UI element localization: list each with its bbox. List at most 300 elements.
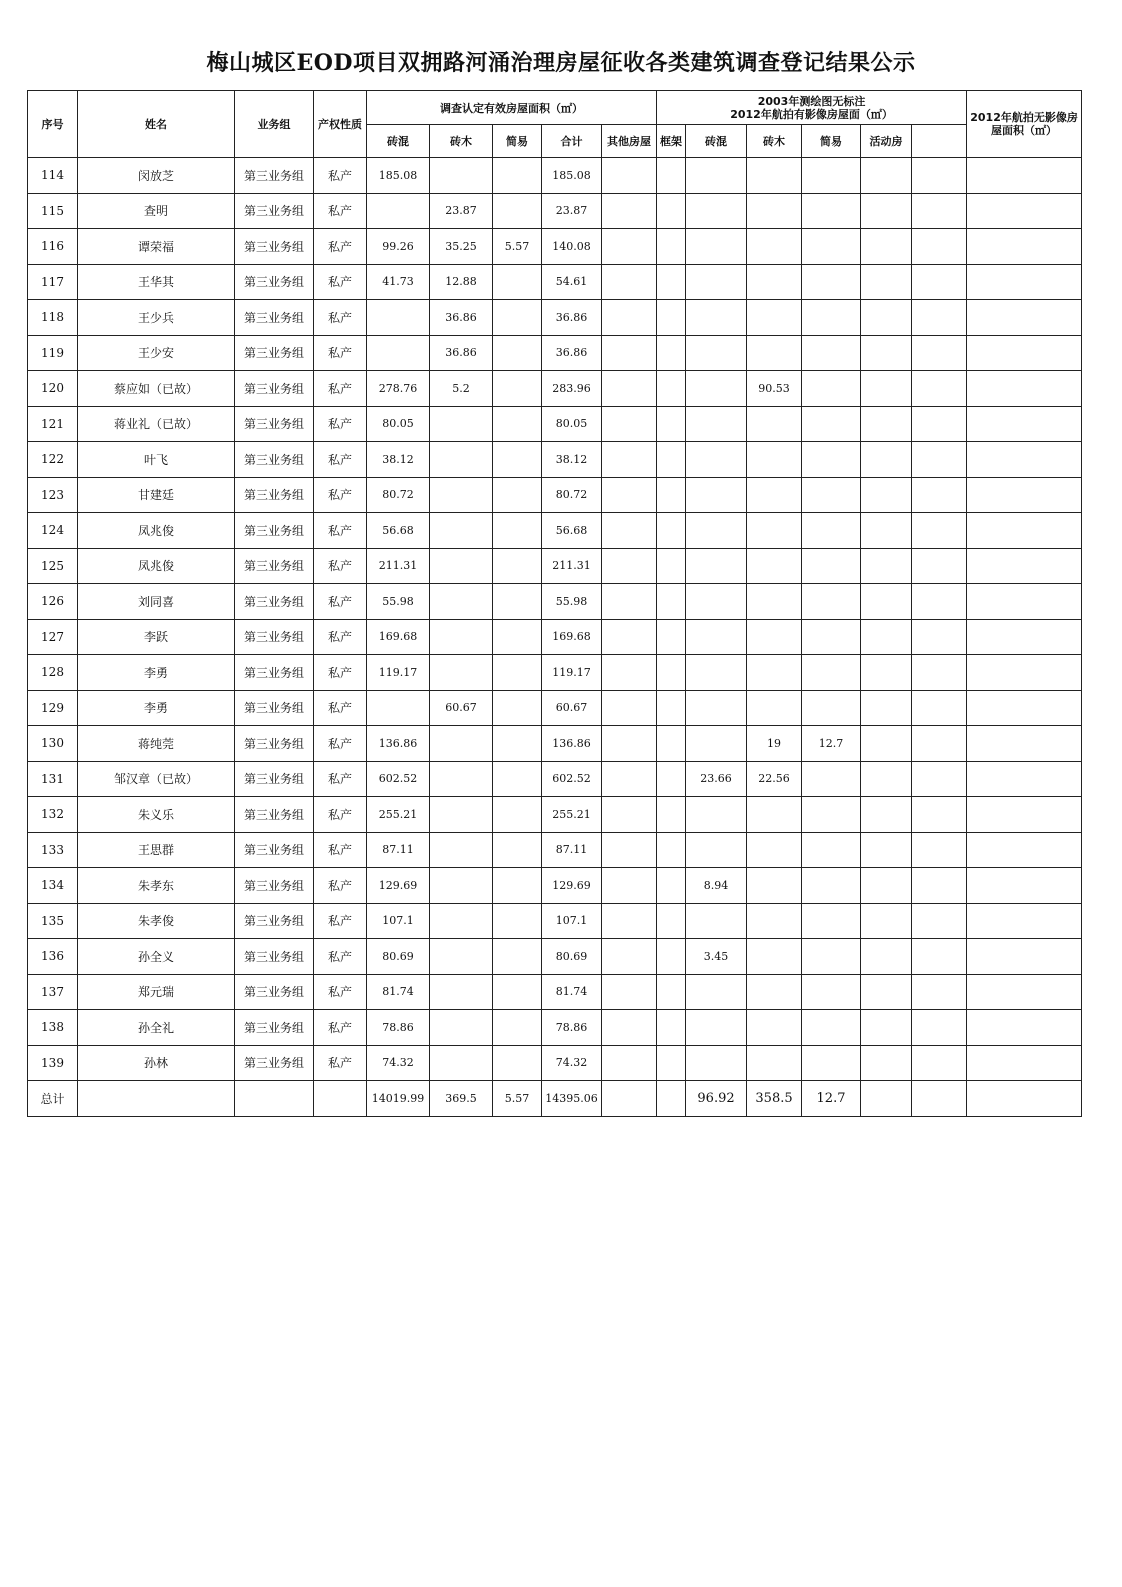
cell-empty (861, 1081, 912, 1117)
total-simple: 5.57 (493, 1081, 542, 1117)
cell-name: 蒋纯莞 (78, 726, 235, 762)
table-row (28, 548, 1082, 584)
cell-2012-no-image (912, 193, 967, 229)
cell-simple-2003 (802, 1045, 861, 1081)
cell-frame (657, 229, 686, 265)
cell-frame (657, 158, 686, 194)
cell-group: 第三业务组 (235, 264, 314, 300)
cell-group: 第三业务组 (235, 761, 314, 797)
cell-seq: 121 (28, 406, 78, 442)
col-header-simple: 简易 (493, 125, 542, 158)
cell-simple (493, 655, 542, 691)
cell-mobile (861, 300, 912, 336)
cell-property: 私产 (314, 903, 367, 939)
cell-brick-concrete-2003: 3.45 (686, 939, 747, 975)
cell-subtotal: 87.11 (542, 832, 602, 868)
cell-brick-concrete-2003 (686, 797, 747, 833)
cell-subtotal: 185.08 (542, 158, 602, 194)
cell-brick-wood (430, 158, 493, 194)
cell-other (602, 158, 657, 194)
cell-simple-2003 (802, 371, 861, 407)
table-row (28, 158, 1082, 194)
cell-empty (78, 1081, 235, 1117)
cell-frame (657, 406, 686, 442)
cell-brick-concrete-2003 (686, 974, 747, 1010)
cell-seq: 125 (28, 548, 78, 584)
cell-group: 第三业务组 (235, 1010, 314, 1046)
cell-group: 第三业务组 (235, 655, 314, 691)
cell-mobile (861, 655, 912, 691)
cell-subtotal: 107.1 (542, 903, 602, 939)
cell-brick-concrete: 107.1 (367, 903, 430, 939)
cell-brick-concrete: 255.21 (367, 797, 430, 833)
cell-brick-wood: 12.88 (430, 264, 493, 300)
cell-simple (493, 832, 542, 868)
cell-simple (493, 619, 542, 655)
total-row (28, 1081, 1082, 1117)
cell-simple-2003 (802, 974, 861, 1010)
cell-brick-wood-2003: 90.53 (747, 371, 802, 407)
cell-other (602, 584, 657, 620)
cell-note (967, 335, 1082, 371)
cell-simple-2003 (802, 477, 861, 513)
cell-other (602, 619, 657, 655)
cell-name: 谭荣福 (78, 229, 235, 265)
cell-seq: 134 (28, 868, 78, 904)
cell-other (602, 761, 657, 797)
cell-mobile (861, 513, 912, 549)
cell-group: 第三业务组 (235, 229, 314, 265)
cell-subtotal: 56.68 (542, 513, 602, 549)
cell-brick-wood (430, 513, 493, 549)
cell-seq: 137 (28, 974, 78, 1010)
cell-brick-concrete: 38.12 (367, 442, 430, 478)
cell-2012-no-image (912, 868, 967, 904)
cell-2012-no-image (912, 229, 967, 265)
cell-subtotal: 211.31 (542, 548, 602, 584)
cell-simple (493, 797, 542, 833)
cell-note (967, 655, 1082, 691)
cell-subtotal: 140.08 (542, 229, 602, 265)
cell-property: 私产 (314, 619, 367, 655)
cell-frame (657, 655, 686, 691)
cell-seq: 123 (28, 477, 78, 513)
table-row (28, 939, 1082, 975)
cell-simple-2003 (802, 158, 861, 194)
cell-brick-wood-2003 (747, 300, 802, 336)
col-group-2003-survey (657, 91, 967, 125)
cell-other (602, 974, 657, 1010)
cell-frame (657, 619, 686, 655)
cell-frame (657, 832, 686, 868)
cell-other (602, 406, 657, 442)
cell-group: 第三业务组 (235, 584, 314, 620)
cell-simple (493, 406, 542, 442)
cell-2012-no-image (912, 584, 967, 620)
cell-2012-no-image (912, 832, 967, 868)
cell-note (967, 939, 1082, 975)
cell-frame (657, 1010, 686, 1046)
cell-brick-concrete-2003 (686, 832, 747, 868)
cell-brick-wood (430, 1010, 493, 1046)
cell-simple (493, 726, 542, 762)
cell-name: 王少安 (78, 335, 235, 371)
cell-group: 第三业务组 (235, 513, 314, 549)
cell-subtotal: 169.68 (542, 619, 602, 655)
total-simple-2003: 12.7 (802, 1081, 861, 1117)
cell-brick-concrete-2003 (686, 619, 747, 655)
cell-property: 私产 (314, 193, 367, 229)
cell-name: 凤兆俊 (78, 548, 235, 584)
table-row (28, 335, 1082, 371)
cell-2012-no-image (912, 300, 967, 336)
cell-simple (493, 761, 542, 797)
cell-name: 孙全义 (78, 939, 235, 975)
cell-simple-2003 (802, 619, 861, 655)
col-header-mobile: 活动房 (861, 125, 912, 158)
cell-brick-concrete-2003 (686, 335, 747, 371)
cell-other (602, 868, 657, 904)
cell-simple-2003 (802, 690, 861, 726)
col-header-frame: 框架 (657, 125, 686, 158)
cell-empty (602, 1081, 657, 1117)
cell-simple (493, 371, 542, 407)
cell-group: 第三业务组 (235, 193, 314, 229)
cell-subtotal: 80.69 (542, 939, 602, 975)
cell-seq: 133 (28, 832, 78, 868)
cell-2012-no-image (912, 513, 967, 549)
cell-group: 第三业务组 (235, 690, 314, 726)
cell-frame (657, 868, 686, 904)
cell-simple (493, 1045, 542, 1081)
col-header-seq: 序号 (28, 91, 78, 158)
cell-property: 私产 (314, 335, 367, 371)
table-row (28, 584, 1082, 620)
cell-seq: 136 (28, 939, 78, 975)
cell-name: 孙林 (78, 1045, 235, 1081)
cell-group: 第三业务组 (235, 548, 314, 584)
cell-note (967, 548, 1082, 584)
cell-brick-wood-2003 (747, 690, 802, 726)
cell-brick-wood: 5.2 (430, 371, 493, 407)
cell-name: 蒋业礼（已故） (78, 406, 235, 442)
cell-simple-2003 (802, 406, 861, 442)
table-row (28, 974, 1082, 1010)
cell-other (602, 832, 657, 868)
cell-frame (657, 335, 686, 371)
cell-2012-no-image (912, 1045, 967, 1081)
cell-brick-wood (430, 442, 493, 478)
cell-brick-wood-2003 (747, 832, 802, 868)
cell-mobile (861, 974, 912, 1010)
cell-brick-wood (430, 619, 493, 655)
cell-brick-concrete: 80.05 (367, 406, 430, 442)
cell-seq: 138 (28, 1010, 78, 1046)
cell-brick-wood (430, 1045, 493, 1081)
cell-seq: 120 (28, 371, 78, 407)
cell-other (602, 903, 657, 939)
cell-property: 私产 (314, 974, 367, 1010)
cell-2012-no-image (912, 797, 967, 833)
cell-group: 第三业务组 (235, 726, 314, 762)
cell-simple-2003 (802, 797, 861, 833)
cell-simple-2003 (802, 335, 861, 371)
cell-simple (493, 690, 542, 726)
cell-subtotal: 36.86 (542, 335, 602, 371)
cell-brick-wood (430, 406, 493, 442)
cell-simple-2003 (802, 903, 861, 939)
cell-name: 邹汉章（已故） (78, 761, 235, 797)
cell-group: 第三业务组 (235, 406, 314, 442)
cell-mobile (861, 619, 912, 655)
cell-brick-concrete-2003 (686, 726, 747, 762)
cell-seq: 127 (28, 619, 78, 655)
col-header-other: 其他房屋 (602, 125, 657, 158)
cell-brick-wood-2003 (747, 1045, 802, 1081)
cell-subtotal: 54.61 (542, 264, 602, 300)
cell-brick-wood-2003 (747, 158, 802, 194)
total-brick-wood: 369.5 (430, 1081, 493, 1117)
cell-simple (493, 868, 542, 904)
cell-brick-wood-2003 (747, 1010, 802, 1046)
cell-2012-no-image (912, 158, 967, 194)
cell-brick-wood (430, 726, 493, 762)
cell-subtotal: 23.87 (542, 193, 602, 229)
cell-other (602, 229, 657, 265)
cell-brick-wood-2003 (747, 229, 802, 265)
cell-mobile (861, 761, 912, 797)
cell-brick-concrete: 211.31 (367, 548, 430, 584)
cell-2012-no-image (912, 548, 967, 584)
cell-brick-concrete-2003 (686, 903, 747, 939)
cell-mobile (861, 903, 912, 939)
total-brick-concrete-2003: 96.92 (686, 1081, 747, 1117)
table-row (28, 1045, 1082, 1081)
cell-brick-concrete: 78.86 (367, 1010, 430, 1046)
cell-group: 第三业务组 (235, 797, 314, 833)
cell-brick-concrete: 80.69 (367, 939, 430, 975)
cell-brick-wood (430, 939, 493, 975)
cell-brick-wood (430, 832, 493, 868)
cell-note (967, 477, 1082, 513)
cell-empty (235, 1081, 314, 1117)
cell-brick-wood: 36.86 (430, 335, 493, 371)
cell-name: 孙全礼 (78, 1010, 235, 1046)
cell-seq: 117 (28, 264, 78, 300)
cell-other (602, 335, 657, 371)
cell-brick-wood (430, 903, 493, 939)
col-header-property: 产权性质 (314, 91, 367, 158)
cell-mobile (861, 548, 912, 584)
cell-subtotal: 119.17 (542, 655, 602, 691)
cell-name: 王少兵 (78, 300, 235, 336)
cell-seq: 124 (28, 513, 78, 549)
col-header-brick-concrete-2003: 砖混 (686, 125, 747, 158)
cell-2012-no-image (912, 477, 967, 513)
cell-note (967, 690, 1082, 726)
cell-property: 私产 (314, 264, 367, 300)
cell-simple-2003 (802, 939, 861, 975)
cell-brick-wood-2003 (747, 584, 802, 620)
cell-note (967, 406, 1082, 442)
cell-simple (493, 264, 542, 300)
cell-simple (493, 974, 542, 1010)
cell-brick-wood: 60.67 (430, 690, 493, 726)
cell-frame (657, 193, 686, 229)
cell-simple (493, 939, 542, 975)
cell-simple-2003 (802, 442, 861, 478)
cell-simple-2003 (802, 1010, 861, 1046)
cell-group: 第三业务组 (235, 832, 314, 868)
cell-brick-concrete-2003: 8.94 (686, 868, 747, 904)
cell-name: 朱义乐 (78, 797, 235, 833)
col-group-valid-area: 调查认定有效房屋面积（㎡） (367, 91, 657, 125)
cell-subtotal: 60.67 (542, 690, 602, 726)
cell-simple (493, 335, 542, 371)
col-header-brick-wood-2003: 砖木 (747, 125, 802, 158)
cell-brick-concrete (367, 300, 430, 336)
cell-note (967, 726, 1082, 762)
cell-subtotal: 602.52 (542, 761, 602, 797)
cell-brick-wood-2003 (747, 513, 802, 549)
cell-property: 私产 (314, 229, 367, 265)
cell-brick-concrete: 185.08 (367, 158, 430, 194)
cell-brick-wood-2003 (747, 868, 802, 904)
cell-seq: 135 (28, 903, 78, 939)
cell-brick-wood-2003 (747, 548, 802, 584)
cell-seq: 131 (28, 761, 78, 797)
cell-brick-wood-2003 (747, 406, 802, 442)
cell-mobile (861, 797, 912, 833)
cell-subtotal: 36.86 (542, 300, 602, 336)
total-brick-wood-2003: 358.5 (747, 1081, 802, 1117)
cell-2012-no-image (912, 371, 967, 407)
cell-frame (657, 974, 686, 1010)
cell-simple-2003: 12.7 (802, 726, 861, 762)
cell-name: 王华其 (78, 264, 235, 300)
cell-name: 郑元瑞 (78, 974, 235, 1010)
cell-other (602, 371, 657, 407)
cell-group: 第三业务组 (235, 903, 314, 939)
cell-seq: 115 (28, 193, 78, 229)
cell-property: 私产 (314, 371, 367, 407)
cell-seq: 130 (28, 726, 78, 762)
cell-group: 第三业务组 (235, 335, 314, 371)
col-header-brick-concrete: 砖混 (367, 125, 430, 158)
cell-property: 私产 (314, 300, 367, 336)
cell-simple (493, 1010, 542, 1046)
cell-mobile (861, 442, 912, 478)
cell-2012-no-image (912, 1010, 967, 1046)
cell-brick-wood (430, 655, 493, 691)
col-header-brick-wood: 砖木 (430, 125, 493, 158)
cell-2012-no-image (912, 619, 967, 655)
table-row (28, 264, 1082, 300)
cell-empty (967, 1081, 1082, 1117)
cell-brick-concrete: 55.98 (367, 584, 430, 620)
cell-brick-wood-2003 (747, 477, 802, 513)
cell-simple-2003 (802, 300, 861, 336)
cell-brick-concrete-2003 (686, 442, 747, 478)
cell-brick-concrete: 129.69 (367, 868, 430, 904)
cell-name: 叶飞 (78, 442, 235, 478)
cell-group: 第三业务组 (235, 300, 314, 336)
cell-property: 私产 (314, 690, 367, 726)
table-row (28, 903, 1082, 939)
survey-table (27, 90, 1082, 1117)
cell-brick-wood-2003 (747, 442, 802, 478)
cell-2012-no-image (912, 335, 967, 371)
cell-brick-concrete: 74.32 (367, 1045, 430, 1081)
cell-note (967, 974, 1082, 1010)
cell-brick-concrete-2003 (686, 690, 747, 726)
table-row (28, 193, 1082, 229)
cell-simple-2003 (802, 832, 861, 868)
cell-name: 李跃 (78, 619, 235, 655)
cell-group: 第三业务组 (235, 868, 314, 904)
cell-brick-wood-2003 (747, 903, 802, 939)
cell-simple (493, 584, 542, 620)
cell-simple-2003 (802, 761, 861, 797)
cell-name: 李勇 (78, 690, 235, 726)
cell-other (602, 548, 657, 584)
cell-simple (493, 158, 542, 194)
cell-2012-no-image (912, 726, 967, 762)
cell-subtotal: 78.86 (542, 1010, 602, 1046)
cell-mobile (861, 229, 912, 265)
page-title: 梅山城区EOD项目双拥路河涌治理房屋征收各类建筑调查登记结果公示 (206, 50, 916, 76)
cell-mobile (861, 371, 912, 407)
cell-other (602, 1010, 657, 1046)
cell-subtotal: 136.86 (542, 726, 602, 762)
table-row (28, 477, 1082, 513)
cell-subtotal: 81.74 (542, 974, 602, 1010)
cell-brick-concrete-2003: 23.66 (686, 761, 747, 797)
cell-simple-2003 (802, 868, 861, 904)
cell-brick-wood-2003 (747, 335, 802, 371)
cell-property: 私产 (314, 406, 367, 442)
cell-brick-wood (430, 477, 493, 513)
cell-simple: 5.57 (493, 229, 542, 265)
cell-group: 第三业务组 (235, 1045, 314, 1081)
cell-simple (493, 903, 542, 939)
cell-other (602, 477, 657, 513)
cell-other (602, 513, 657, 549)
cell-brick-concrete-2003 (686, 193, 747, 229)
cell-subtotal: 129.69 (542, 868, 602, 904)
cell-other (602, 690, 657, 726)
cell-simple (493, 513, 542, 549)
cell-note (967, 193, 1082, 229)
cell-property: 私产 (314, 832, 367, 868)
cell-brick-concrete-2003 (686, 1045, 747, 1081)
cell-frame (657, 442, 686, 478)
cell-brick-concrete-2003 (686, 264, 747, 300)
cell-frame (657, 584, 686, 620)
cell-seq: 122 (28, 442, 78, 478)
cell-brick-concrete: 56.68 (367, 513, 430, 549)
cell-note (967, 797, 1082, 833)
cell-note (967, 442, 1082, 478)
cell-brick-wood: 36.86 (430, 300, 493, 336)
cell-seq: 126 (28, 584, 78, 620)
cell-frame (657, 903, 686, 939)
cell-brick-concrete (367, 335, 430, 371)
cell-brick-wood (430, 974, 493, 1010)
cell-brick-concrete-2003 (686, 584, 747, 620)
cell-note (967, 868, 1082, 904)
cell-note (967, 1045, 1082, 1081)
